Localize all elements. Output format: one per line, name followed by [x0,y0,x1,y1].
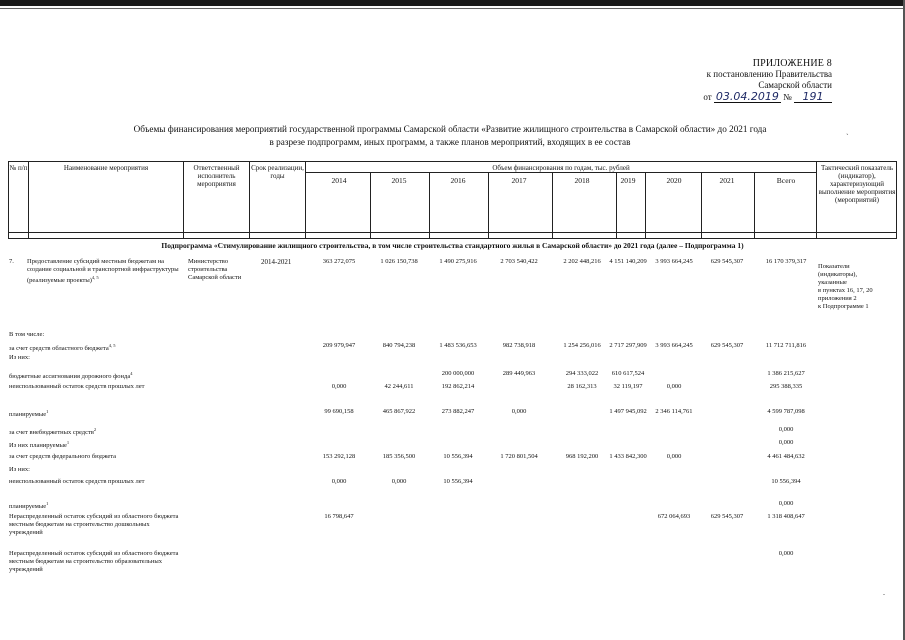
subprogram-heading: Подпрограмма «Стимулирование жилищного строительства, в том числе строительства стандартного жилья в Самарской области» до 2021 года (далее – Подпрограмма 1) [161,241,744,250]
col-line-13 [816,161,817,239]
detail-row-value: 10 556,394 [443,478,473,485]
detail-row-label-text: планируемые [9,503,47,511]
detail-row-label [9,408,184,419]
col-line-1 [28,161,29,239]
scan-speck: ˎ [846,126,849,135]
detail-row-value: 185 356,500 [382,453,416,460]
detail-row-value: 273 882,247 [441,408,475,415]
appendix-title: ПРИЛОЖЕНИЕ 8 [752,58,832,69]
detail-row-value: 629 545,307 [710,342,744,349]
row7-tactical-2: (индикаторы), [818,271,858,278]
detail-row-label-text: Из них: [9,354,30,361]
detail-row-label-text: Нераспределенный остаток субсидий из областного бюджета местным бюджетам на строительство дошкольных учреждений [9,513,179,536]
detail-row-value: 4 599 787,098 [767,408,805,415]
header-funding: Объем финансирования по годам, тыс. рублей [492,164,630,172]
detail-row-label-text: планируемые [9,411,47,419]
detail-row-label [9,478,184,486]
detail-row-value: 28 162,313 [567,383,597,390]
appendix-line-2: Самарской области [758,80,832,90]
detail-row-label [9,342,184,353]
detail-row-label [9,550,184,574]
detail-row-value: 294 333,022 [565,370,599,377]
header-exec: Ответственный исполнитель мероприятия [193,164,240,188]
detail-row-value: 99 690,158 [324,408,354,415]
detail-row-label [9,383,184,391]
detail-row-label-text: за счет средств федерального бюджета [9,453,117,460]
detail-row-label-text: за счет средств областного бюджета [9,345,109,353]
detail-row-value: 840 794,238 [382,342,416,349]
detail-row-label-text: Из них: [9,466,30,473]
number-label: № [783,92,792,102]
row7-tactical-6: к Подпрограмме 1 [818,303,869,310]
row7-tactical [818,263,898,311]
row7-value-2018: 2 202 448,216 [563,258,601,265]
appendix-date-line [640,91,832,103]
row7-name [27,258,187,285]
year-2019: 2019 [620,176,636,185]
detail-row-value: 192 862,214 [441,383,475,390]
appendix-line-1: к постановлению Правительства [706,69,832,79]
scan-top-border [0,0,905,6]
header-tactical: Тактический показатель (индикатор), характеризующий выполнение мероприятия (мероприятий) [818,164,896,204]
detail-row-value: 672 064,693 [657,513,691,520]
header-name: Наименование мероприятия [63,164,149,172]
col-line-7 [488,172,489,239]
scan-top-border-thin [0,8,905,9]
row7-num: 7. [9,258,14,265]
row7-tactical-3: указанные [818,279,847,286]
title-line-2: в разрезе подпрограмм, иных программ, а также планов мероприятий, входящих в ее состав [269,137,631,147]
header-bottom-border [8,232,897,233]
detail-row-value: 153 292,128 [322,453,356,460]
detail-row-value: 0,000 [778,500,794,507]
detail-row-label-text: бюджетные ассигнования дорожного фонда [9,373,131,381]
detail-row-footnote: 1 [46,409,49,414]
detail-row-value: 1 386 215,627 [767,370,805,377]
col-line-0 [8,161,9,239]
detail-row-value: 968 192,200 [565,453,599,460]
handwritten-number: 191 [794,91,832,103]
detail-row-label [9,500,184,511]
detail-row-footnote: 1 [46,501,49,506]
detail-row-footnote: 4 [130,371,133,376]
detail-row-label [9,354,184,362]
header-num: № п/п [9,164,28,172]
detail-row-value: 16 798,647 [324,513,354,520]
detail-row-value: 289 449,963 [502,370,536,377]
row7-exec: Министерство строительства Самарской области [188,258,242,281]
detail-row-value: 610 617,524 [611,370,645,377]
detail-row-value: 0,000 [666,383,682,390]
scan-speck-2: . [883,588,885,597]
row7-tactical-4: в пунктах 16, 17, 20 [818,287,873,294]
detail-row-label-text: В том числе: [9,331,45,338]
handwritten-date: 03.04.2019 [715,90,779,103]
detail-row-label-text: неиспользованный остаток средств прошлых лет [9,478,145,485]
title-line-1: Объемы финансирования мероприятий государственной программы Самарской области «Развитие жилищного строительства в Самарской области» до 2021 года [133,124,767,134]
detail-row-value: 0,000 [391,478,407,485]
detail-row-label [9,453,184,461]
detail-row-value: 0,000 [778,550,794,557]
detail-row-value: 0,000 [331,383,347,390]
row7-value-2020: 3 993 664,245 [655,258,693,265]
detail-row-value: 1 433 842,300 [609,453,647,460]
detail-row-label [9,513,184,537]
row7-tactical-1: Показатели [818,263,850,270]
detail-row-label [9,426,184,437]
year-2015: 2015 [391,176,407,185]
row7-value-2019: 4 151 140,209 [609,258,647,265]
funding-header-divider [305,172,816,173]
detail-row-value: 465 867,922 [382,408,416,415]
detail-row-footnote: 1 [66,440,70,445]
detail-row-value: 629 545,307 [710,513,744,520]
document-title [70,123,830,149]
detail-row-value: 0,000 [331,478,347,485]
detail-row-label [9,466,184,474]
col-line-14 [896,161,897,239]
row7-name-text: Предоставление субсидий местным бюджетам на создание социальной и транспортной инфраструктуры (реализуемые проекты) [27,258,179,285]
row7-term: 2014-2021 [261,258,292,266]
appendix-block [640,58,832,103]
row7-value-2016: 1 490 275,916 [439,258,477,265]
from-label: от [703,92,712,102]
col-line-4 [305,161,306,239]
detail-row-label-text: Нераспределенный остаток субсидий из областного бюджета местным бюджетам на строительство образовательных учреждений [9,550,179,573]
detail-row-value: 0,000 [778,439,794,446]
row7-value-Всего: 16 170 379,317 [765,258,807,265]
detail-row-value: 10 556,394 [443,453,473,460]
detail-row-value: 10 556,394 [771,478,801,485]
detail-row-value: 1 720 801,504 [500,453,538,460]
year-2017: 2017 [511,176,527,185]
detail-row-value: 1 497 945,092 [609,408,647,415]
row7-name-sup: 4, 5 [91,275,99,280]
detail-row-value: 3 993 664,245 [655,342,693,349]
year-2021: 2021 [719,176,735,185]
funding-table [8,161,897,581]
year-2020: 2020 [666,176,682,185]
detail-row-value: 32 119,197 [613,383,643,390]
detail-row-label [9,370,184,381]
detail-row-value: 1 318 408,647 [767,513,805,520]
detail-row-footnote: 4, 5 [108,343,116,348]
detail-row-value: 0,000 [511,408,527,415]
detail-row-label-text: Из них планируемые [9,442,67,450]
row7-value-2014: 363 272,075 [322,258,356,265]
detail-row-value: 295 388,335 [769,383,803,390]
year-2014: 2014 [331,176,347,185]
table-top-border [8,161,897,162]
year-total: Всего [776,176,796,185]
detail-row-value: 0,000 [778,426,794,433]
year-2016: 2016 [450,176,466,185]
detail-row-value: 1 483 536,653 [439,342,477,349]
detail-row-value: 11 712 711,816 [765,342,807,349]
row7-value-2021: 629 545,307 [710,258,744,265]
detail-row-value: 1 254 256,016 [563,342,601,349]
header-term: Срок реализации, годы [251,164,304,180]
detail-row-label-text: за счет внебюджетных средств [9,429,94,437]
detail-row-value: 209 979,947 [322,342,356,349]
detail-row-value: 42 244,611 [384,383,414,390]
row7-tactical-5: приложения 2 [818,295,857,302]
detail-row-footnote: 2 [93,427,97,432]
header-bottom-border-2 [8,238,897,239]
detail-row-label [9,331,184,339]
detail-row-value: 2 346 114,761 [655,408,693,415]
detail-row-label [9,439,184,450]
detail-row-value: 2 717 297,909 [609,342,647,349]
row7-value-2015: 1 026 150,738 [380,258,418,265]
detail-row-value: 982 738,918 [502,342,536,349]
year-2018: 2018 [574,176,590,185]
row7-value-2017: 2 703 540,422 [500,258,538,265]
detail-row-value: 4 461 484,632 [767,453,805,460]
detail-row-value: 200 000,000 [441,370,475,377]
detail-row-value: 0,000 [666,453,682,460]
detail-row-label-text: неиспользованный остаток средств прошлых лет [9,383,145,390]
